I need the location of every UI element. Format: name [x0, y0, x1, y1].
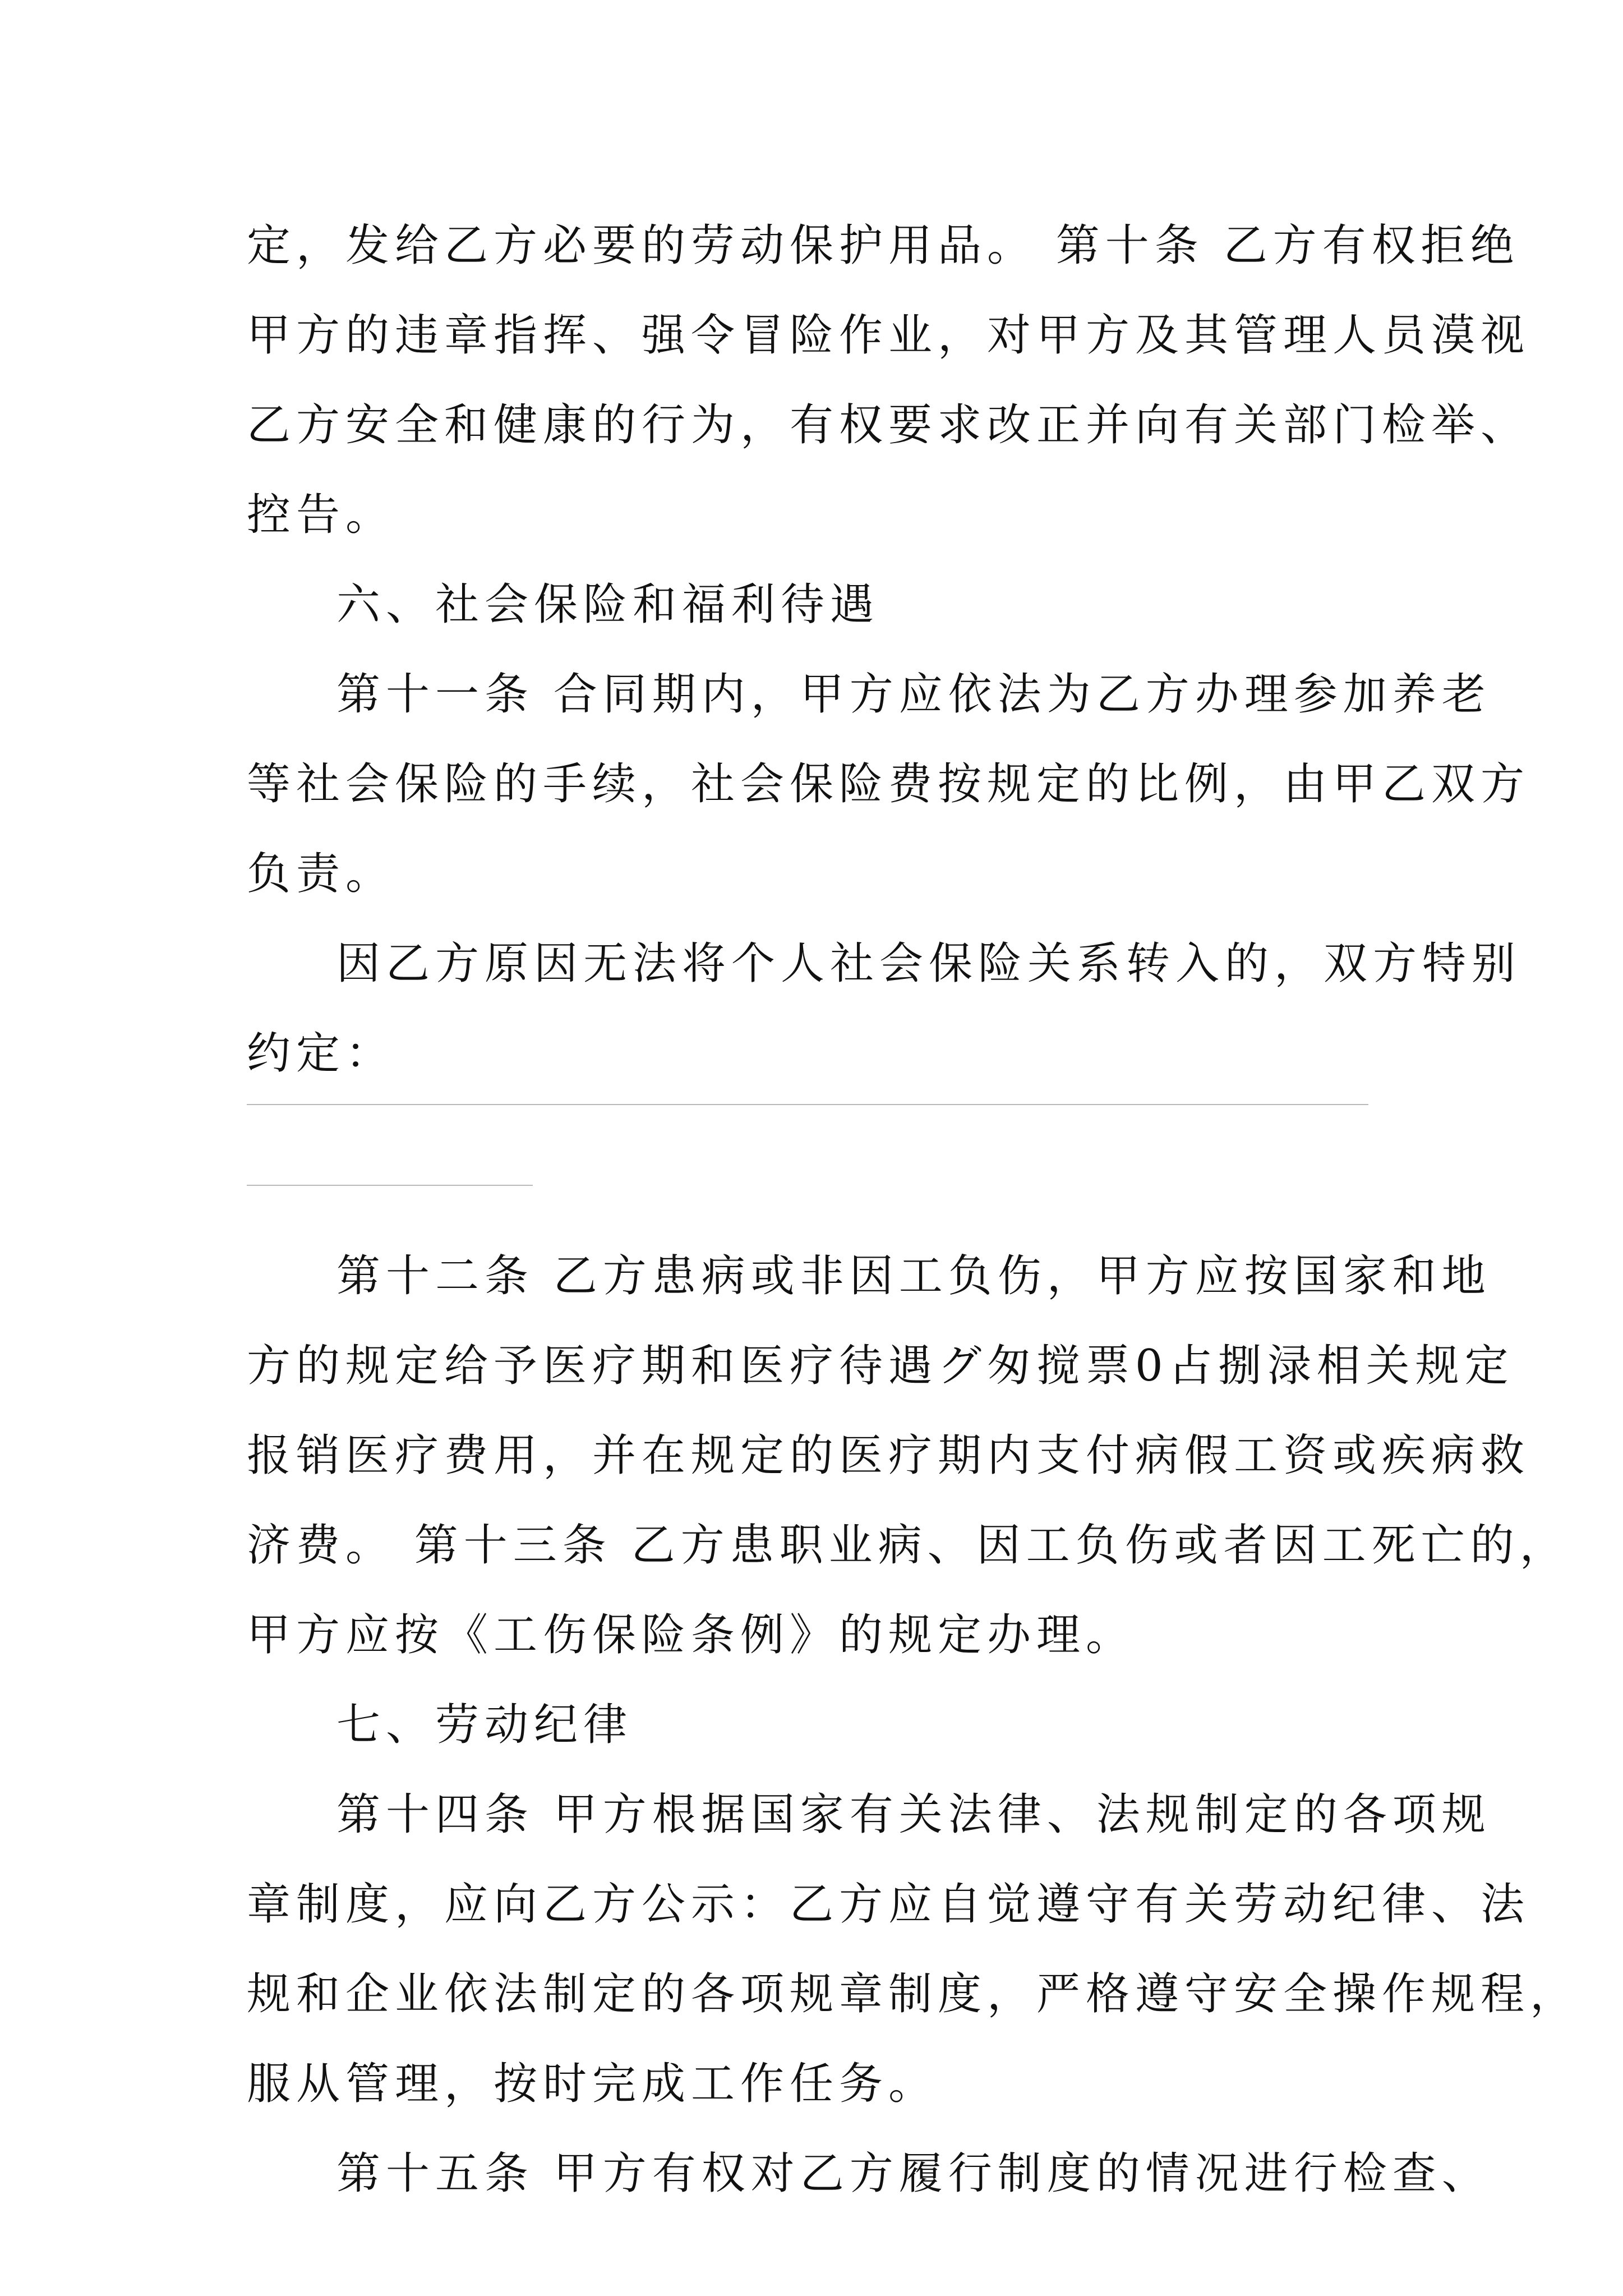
- paragraph-line: 章制度，应向乙方公示：乙方应自觉遵守有关劳动纪律、法: [247, 1879, 1530, 1930]
- paragraph-line: 等社会保险的手续，社会保险费按规定的比例，由甲乙双方: [247, 759, 1530, 809]
- paragraph-line: 服从管理，按时完成工作任务。: [247, 2059, 938, 2109]
- paragraph-line: 约定：: [247, 1028, 395, 1079]
- paragraph-line: 负责。: [247, 849, 395, 899]
- paragraph-line: 规和企业依法制定的各项规章制度，严格遵守安全操作规程，: [247, 1969, 1580, 2019]
- article-11-line: 第十一条 合同期内，甲方应依法为乙方办理参加养老: [336, 669, 1491, 720]
- section-heading-labor-discipline: 七、劳动纪律: [336, 1700, 633, 1750]
- paragraph-line: 甲方应按《工伤保险条例》的规定办理。: [247, 1610, 1136, 1660]
- paragraph-line: 甲方的违章指挥、强令冒险作业，对甲方及其管理人员漠视: [247, 310, 1530, 361]
- paragraph-line: 乙方安全和健康的行为，有权要求改正并向有关部门检举、: [247, 400, 1530, 450]
- paragraph-line: 控告。: [247, 490, 395, 540]
- paragraph-line: 方的规定给予医疗期和医疗待遇グ匆搅票0占捌渌相关规定: [247, 1341, 1514, 1391]
- section-heading-social-insurance: 六、社会保险和福利待遇: [336, 579, 880, 630]
- paragraph-line: 报销医疗费用，并在规定的医疗期内支付病假工资或疾病救: [247, 1430, 1530, 1481]
- blank-fill-line-short: [247, 1185, 533, 1186]
- special-agreement-line: 因乙方原因无法将个人社会保险关系转入的，双方特别: [336, 938, 1521, 989]
- article-14-line: 第十四条 甲方根据国家有关法律、法规制定的各项规: [336, 1789, 1491, 1840]
- article-12-line: 第十二条 乙方患病或非因工负伤，甲方应按国家和地: [336, 1251, 1491, 1301]
- paragraph-line: 济费。 第十三条 乙方患职业病、因工负伤或者因工死亡的，: [247, 1520, 1569, 1571]
- article-15-line: 第十五条 甲方有权对乙方履行制度的情况进行检查、: [336, 2148, 1491, 2199]
- paragraph-line: 定，发给乙方必要的劳动保护用品。 第十条 乙方有权拒绝: [247, 220, 1520, 271]
- blank-fill-line: [247, 1104, 1368, 1105]
